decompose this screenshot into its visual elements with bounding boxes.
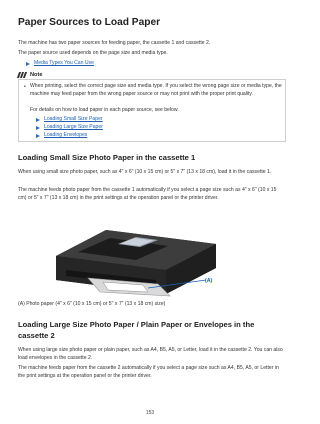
section2-heading: Loading Large Size Photo Paper / Plain Paper or Envelopes in the cassette 2: [18, 320, 255, 340]
section2-para-1: When using large size photo paper or plain paper, such as A4, B5, A5, or Letter, load it in the cassette 2. You can also load envelopes in the cassette 2.: [18, 347, 283, 361]
link-arrow-icon: [36, 126, 40, 130]
link-arrow-icon: [36, 134, 40, 138]
figure-label-a: (A): [205, 278, 213, 284]
link-arrow-icon: [36, 118, 40, 122]
page-number: 153: [145, 410, 155, 416]
note-heading-label: Note: [30, 72, 43, 78]
loading-large-size-link[interactable]: Loading Large Size Paper: [44, 124, 103, 130]
section1-para-1: When using small size photo paper, such as 4" x 6" (10 x 15 cm) or 5" x 7" (13 x 18 cm), load it in the cassette 1.: [18, 169, 272, 175]
note-text: When printing, select the correct page size and media type. If you select the wrong page size or media type, the machine may feed paper from the wrong paper source or may not print with the proper print quality.: [30, 83, 282, 97]
printer-illustration: [48, 212, 220, 300]
page-title: Paper Sources to Load Paper: [18, 17, 161, 28]
note-bullet: •: [24, 84, 26, 90]
section2-para-2: The machine feeds paper from the cassette 2 automatically if you select a page size such as A4, B5, A5, or Letter in the print settings at the operation panel or the printer driver.: [18, 365, 279, 379]
intro-line-2: The paper source used depends on the page size and media type.: [18, 50, 168, 56]
section1-para-2: The machine feeds photo paper from the cassette 1 automatically if you select a page size such as 4" x 6" (10 x 15 cm) or 5" x 7" (13 x 18 cm) in the print settings at the operation panel or the printer driver.: [18, 187, 277, 201]
note-heading: [18, 72, 42, 78]
link-arrow-icon: [26, 62, 30, 66]
loading-small-size-link[interactable]: Loading Small Size Paper: [44, 116, 103, 122]
intro-line-1: The machine has two paper sources for feeding paper, the cassette 1 and cassette 2.: [18, 40, 211, 46]
loading-envelopes-link[interactable]: Loading Envelopes: [44, 132, 88, 138]
media-types-link[interactable]: Media Types You Can Use: [34, 60, 94, 66]
section1-heading: Loading Small Size Photo Paper in the cassette 1: [18, 153, 196, 162]
figure-caption: (A) Photo paper (4" x 6" (10 x 15 cm) or 5" x 7" (13 x 18 cm) size): [18, 301, 166, 307]
note-icon: [18, 72, 27, 78]
note-details: For details on how to load paper in each paper source, see below.: [30, 107, 179, 113]
